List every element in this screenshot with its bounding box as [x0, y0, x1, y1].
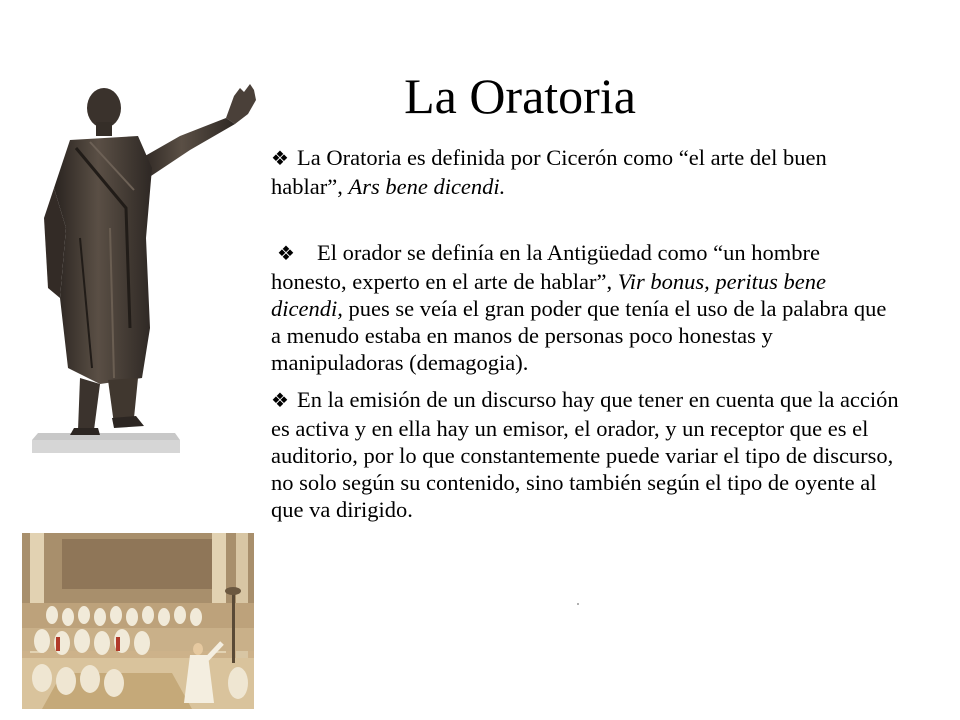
diamond-bullet-icon: ❖	[271, 148, 289, 170]
orator-statue-image	[30, 78, 260, 456]
decorative-dot	[577, 603, 579, 605]
bullet-2-italic: Vir bonus, peritus bene dicendi,	[271, 269, 827, 321]
bullet-2-after: pues se veía el gran poder que tenía el uso de la palabra que a menudo estaba en manos de personas poco honestas y manipuladoras (demagogia).	[271, 296, 887, 375]
bullet-list	[271, 144, 901, 523]
bullet-3-text: En la emisión de un discurso hay que tener en cuenta que la acción es activa y en ella hay un emisor, el orador, y un receptor que es el auditorio, por lo que constantemente puede variar el tipo de discurso, no solo según su contenido, sino también según el tipo de oyente al que va dirigido.	[271, 387, 899, 522]
slide-title: La Oratoria	[404, 68, 636, 124]
bullet-item-2	[271, 239, 901, 376]
bullet-2-text: El orador se definía en la Antigüedad como “un hombre honesto, experto en el arte de hablar”,	[271, 240, 820, 294]
bullet-item-1	[271, 144, 901, 200]
bullet-1-text: La Oratoria es definida por Cicerón como “el arte del buen hablar”,	[271, 145, 827, 199]
bullet-1-italic: Ars bene dicendi.	[348, 174, 506, 199]
bullet-item-3	[271, 386, 901, 523]
diamond-bullet-icon: ❖	[277, 243, 295, 265]
diamond-bullet-icon: ❖	[271, 390, 289, 412]
roman-senate-painting	[22, 533, 254, 709]
